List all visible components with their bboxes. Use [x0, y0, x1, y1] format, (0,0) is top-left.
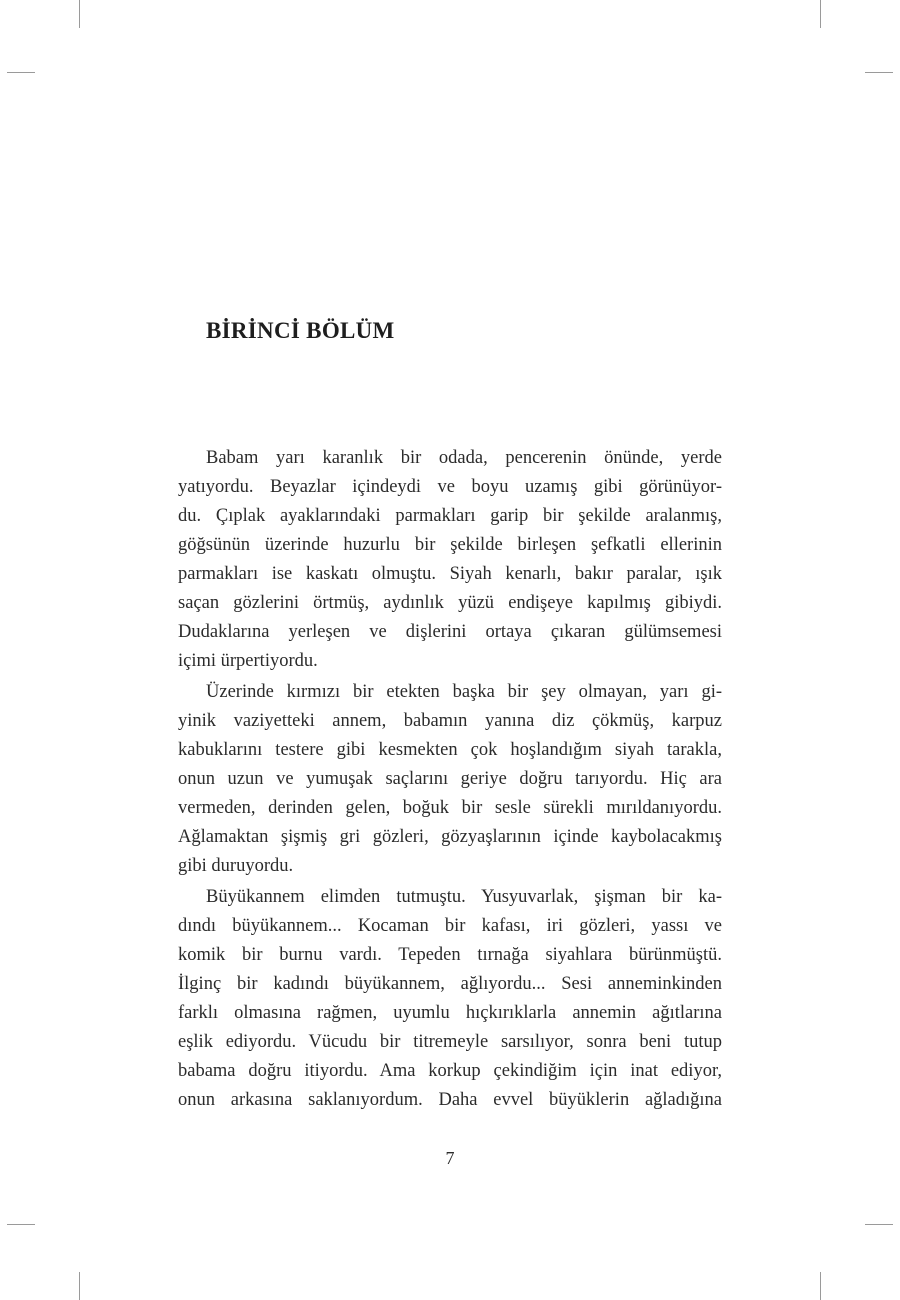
text-line: saçan gözlerini örtmüş, aydınlık yüzü endişeye kapılmış gibiydi. [178, 593, 722, 613]
text-line: kabuklarını testere gibi kesmekten çok hoşlandığım siyah tarakla, [178, 740, 722, 760]
text-line: vermeden, derinden gelen, boğuk bir sesle sürekli mırıldanıyordu. [178, 798, 722, 818]
text-line: göğsünün üzerinde huzurlu bir şekilde birleşen şefkatli ellerinin [178, 535, 722, 555]
page-number: 7 [445, 1148, 455, 1168]
crop-mark-left-bottom [7, 1224, 35, 1225]
crop-mark-top-right [820, 0, 821, 28]
text-line: eşlik ediyordu. Vücudu bir titremeyle sarsılıyor, sonra beni tutup [178, 1032, 722, 1052]
text-line: onun uzun ve yumuşak saçlarını geriye doğru tarıyordu. Hiç ara [178, 769, 722, 789]
text-line: parmakları ise kaskatı olmuştu. Siyah kenarlı, bakır paralar, ışık [178, 564, 722, 584]
crop-mark-bottom-right [820, 1272, 821, 1300]
text-line: babama doğru itiyordu. Ama korkup çekindiğim için inat ediyor, [178, 1061, 722, 1081]
body-text [178, 444, 722, 1117]
crop-mark-top-left [79, 0, 80, 28]
text-line: Üzerinde kırmızı bir etekten başka bir şey olmayan, yarı gi- [206, 682, 722, 702]
crop-mark-right-top [865, 72, 893, 73]
chapter-title: BİRİNCİ BÖLÜM [206, 318, 395, 343]
paragraph [178, 444, 722, 676]
text-line: onun arkasına saklanıyordum. Daha evvel büyüklerin ağladığına [178, 1090, 722, 1110]
text-line: yinik vaziyetteki annem, babamın yanına diz çökmüş, karpuz [178, 711, 722, 731]
crop-mark-right-bottom [865, 1224, 893, 1225]
text-line: içimi ürpertiyordu. [178, 651, 318, 671]
text-line: Büyükannem elimden tutmuştu. Yusyuvarlak, şişman bir ka- [206, 887, 722, 907]
text-line: İlginç bir kadındı büyükannem, ağlıyordu... Sesi anneminkinden [178, 974, 722, 994]
crop-mark-bottom-left [79, 1272, 80, 1300]
text-line: Ağlamaktan şişmiş gri gözleri, gözyaşlarının içinde kaybolacakmış [178, 827, 722, 847]
text-line: Babam yarı karanlık bir odada, pencerenin önünde, yerde [206, 448, 722, 468]
text-line: du. Çıplak ayaklarındaki parmakları garip bir şekilde aralanmış, [178, 506, 722, 526]
text-line: yatıyordu. Beyazlar içindeydi ve boyu uzamış gibi görünüyor- [178, 477, 722, 497]
text-line: komik bir burnu vardı. Tepeden tırnağa siyahlara bürünmüştü. [178, 945, 722, 965]
crop-mark-left-top [7, 72, 35, 73]
text-line: dındı büyükannem... Kocaman bir kafası, iri gözleri, yassı ve [178, 916, 722, 936]
text-line: farklı olmasına rağmen, uyumlu hıçkırıklarla annemin ağıtlarına [178, 1003, 722, 1023]
paragraph [178, 883, 722, 1115]
paragraph [178, 678, 722, 881]
text-line: Dudaklarına yerleşen ve dişlerini ortaya çıkaran gülümsemesi [178, 622, 722, 642]
text-line: gibi duruyordu. [178, 856, 294, 876]
